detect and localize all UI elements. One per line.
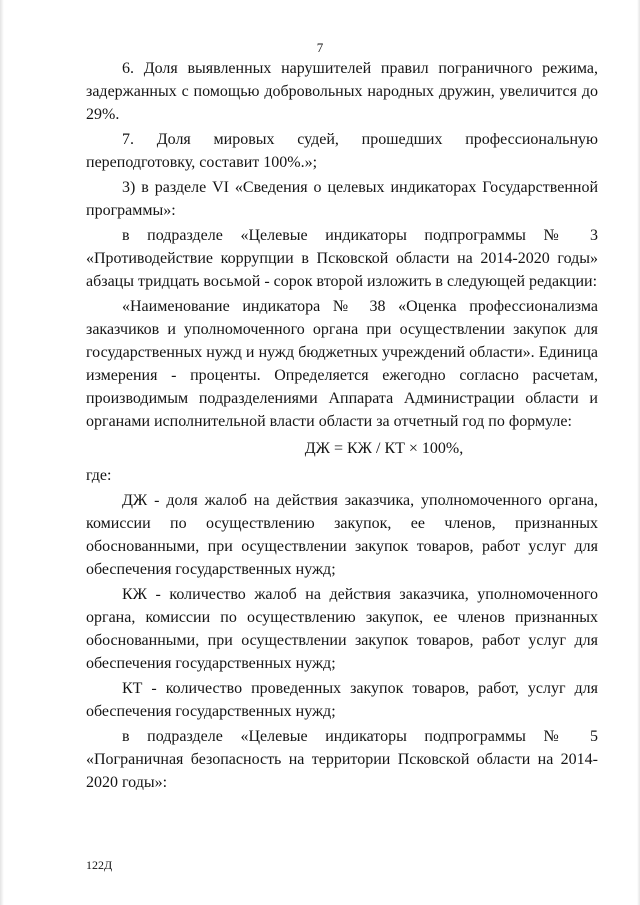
paragraph-item-7: 7. Доля мировых судей, прошедших профессиональную переподготовку, составит 100%.»; xyxy=(86,131,598,171)
definition-kzh: КЖ - количество жалоб на действия заказчика, уполномоченного органа, комиссии по осуществлению закупок, ее членов признанных обоснованными, при осуществлении закупок товаров, работ услуг для обеспечения государственных нужд; xyxy=(86,586,598,672)
paragraph-item-6: 6. Доля выявленных нарушителей правил пограничного режима, задержанных с помощью добровольных народных дружин, увеличится до 29%. xyxy=(86,60,598,123)
document-body xyxy=(86,57,598,796)
formula: ДЖ = КЖ / КТ × 100%, xyxy=(304,440,464,457)
definition-dzh: ДЖ - доля жалоб на действия заказчика, уполномоченного органа, комиссии по осуществлению закупок, ее членов, признанных обоснованными, при осуществлении закупок товаров, работ услуг для обеспечения государственных нужд; xyxy=(86,492,598,578)
paragraph-subsection-3: в подразделе «Целевые индикаторы подпрограммы № 3 «Противодействие коррупции в Псковской области на 2014-2020 годы» абзацы тридцать восьмой - сорок второй изложить в следующей редакции: xyxy=(86,227,598,290)
paragraph-indicator-38: «Наименование индикатора № 38 «Оценка профессионализма заказчиков и уполномоченного органа при осуществлении закупок для государственных нужд и нужд бюджетных учреждений области». Единица измерения - проценты. Определяется ежегодно согласно расчетам, производимым подразделениями Аппарата Администрации области и органами исполнительной власти области за отчетный год по формуле: xyxy=(86,298,598,430)
page-number: 7 xyxy=(316,40,324,55)
definition-kt: КТ - количество проведенных закупок товаров, работ, услуг для обеспечения государственных нужд; xyxy=(86,680,598,720)
paragraph-subsection-5: в подразделе «Целевые индикаторы подпрограммы № 5 «Пограничная безопасность на территории Псковской области на 2014-2020 годы»: xyxy=(86,728,598,791)
footer-code: 122Д xyxy=(86,858,113,872)
paragraph-section-vi: 3) в разделе VI «Сведения о целевых индикаторах Государственной программы»: xyxy=(86,179,598,219)
where-label: где: xyxy=(86,467,112,484)
scan-edge-left xyxy=(0,0,4,905)
